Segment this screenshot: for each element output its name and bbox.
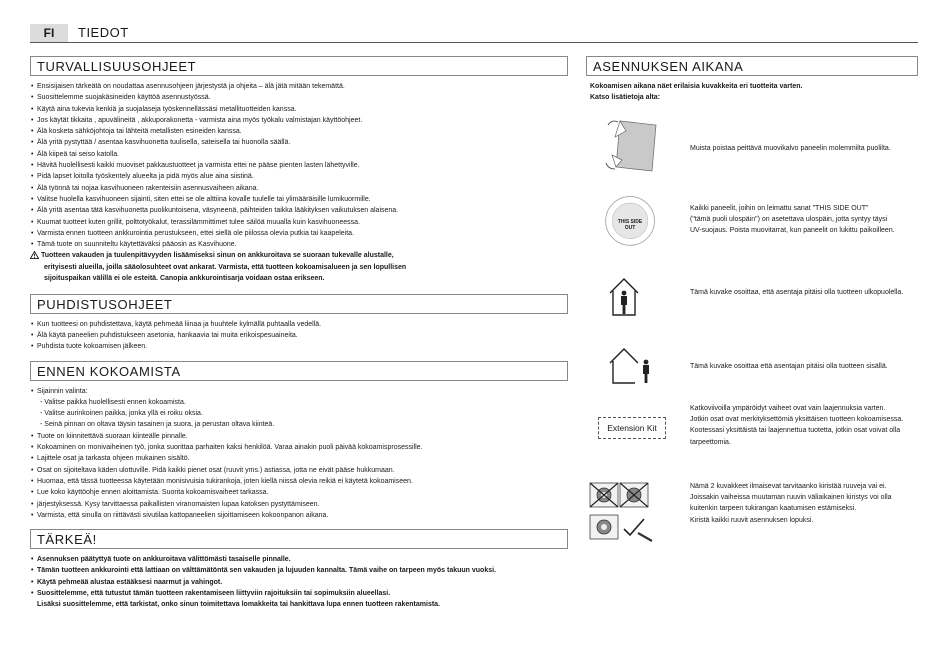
section-title: TURVALLISUUSOHJEET xyxy=(30,56,568,76)
list-item: • Kuumat tuotteet kuten grillit, polttotyökalut, terassilämmittimet tulee säilöä muualla kuin kasvihuoneessa. xyxy=(30,217,568,228)
badge-text: OUT xyxy=(624,225,636,231)
important-section xyxy=(30,529,568,610)
page-header xyxy=(30,24,918,43)
list-item: • Tämä tuote on suunniteltu käytettäväksi pääosin as Kasvihuone. xyxy=(30,239,568,250)
list-item: • Kun tuotteesi on puhdistettava, käytä pehmeää liinaa ja huuhtele kylmällä puhtaalla vedellä. xyxy=(30,319,568,330)
list-item: • järjestyksessä. Kysy tarvittaessa paikallisten viranomaisten lupaa katoksen pystyttämiseen. xyxy=(30,499,568,510)
warning-line: sijoituspaikan välillä ei ole esteitä. Canopia ankkurointisarja voidaan ostaa erikseen. xyxy=(44,275,325,283)
right-column xyxy=(586,56,918,583)
list-item: • Älä kiipeä tai seiso katolla. xyxy=(30,149,568,160)
language-code: FI xyxy=(30,24,68,42)
list-item: • Varmista, että sinulla on riittävästi sivutilaa kattopaneelien sijoittamiseen kokoonpanon aikana. xyxy=(30,510,568,521)
legend-row xyxy=(586,115,918,179)
list-item: • Suosittelemme suojakäsineiden käyttöä asennustyössä. xyxy=(30,92,568,103)
legend-text: Tämä kuvake osoittaa että asentajan pitäisi olla tuotteen sisällä. xyxy=(690,363,888,370)
section-title: PUHDISTUSOHJEET xyxy=(30,294,568,314)
legend-text: UV-suojaus. Poista muovitarrat, kun paneelit on lukittu paikoilleen. xyxy=(690,227,895,235)
icon-legend xyxy=(586,103,918,583)
left-column xyxy=(30,56,568,616)
list-item: • Tämän tuotteen ankkurointi että lattiaan on välttämätöntä sen vakauden ja lujuuden kannalta. Tämä vaihe on tarpeen myös takuun vuoksi. xyxy=(30,565,568,576)
cleaning-section xyxy=(30,294,568,353)
list-item: • Puhdista tuote kokoamisen jälkeen. xyxy=(30,341,568,352)
list-item: • Jos käytät tikkaita , apuvälineitä , akkuporakonetta - varmista aina myös työkalu valmistajan käyttöohjeet. xyxy=(30,115,568,126)
safety-section xyxy=(30,56,568,285)
list-item: • Älä yritä pystyttää / asentaa kasvihuonetta tuulisella, sateisella tai huonolla säällä. xyxy=(30,137,568,148)
legend-row xyxy=(586,403,918,467)
badge-text: THIS SIDE xyxy=(617,219,643,225)
legend-text: tarpeettomia. xyxy=(690,438,731,446)
legend-text: Nämä 2 kuvakkeet ilmaisevat tarvitaanko kiristää ruuveja vai ei. xyxy=(690,483,887,490)
during-intro xyxy=(590,81,918,103)
list-item: • Valitse huolella kasvihuoneen sijainti, siten ettei se ole alttiina kovalle tuulelle tai ylimääräisille lumikuormille. xyxy=(30,194,568,205)
screw-tighten-icon xyxy=(586,479,676,575)
before-list xyxy=(30,386,568,522)
list-item: • Suosittelemme, että tutustut tämän tuotteen rakentamiseen liittyviin rajoituksiin tai sopimuksiin alueellasi. xyxy=(30,588,568,599)
list-item: • Ensisijaisen tärkeätä on noudattaa asennusohjeen järjestystä ja ohjeita – älä jätä mitään tekemättä. xyxy=(30,81,568,92)
list-item: • Asennuksen päätyttyä tuote on ankkuroitava välittömästi tasaiselle pinnalle. xyxy=(30,554,568,565)
list-item: • Käytä aina tukevia kenkiä ja suojalaseja työskennellässäsi metallituotteiden kanssa. xyxy=(30,104,568,115)
warning-line: erityisesti alueilla, joilla sääolosuhteet ovat ankarat. Varmista, että tuotteen kokoamisalueen ja sen lopullisen xyxy=(44,263,407,271)
list-item: • Tuote on kiinnitettävä suoraan kiinteälle pinnalle. xyxy=(30,431,568,442)
legend-text: Kootessasi yksittäistä tai laajennettua tuotetta, jotkin osat voivat olla xyxy=(690,427,901,435)
this-side-out-badge xyxy=(610,219,650,231)
legend-row xyxy=(586,265,918,325)
legend-text: Joissakin vaiheissa muutaman ruuvin väliaikainen kiristys voi olla xyxy=(690,494,892,502)
legend-text: ("tämä puoli ulospäin") on asetettava ulospäin, jotta syntyy täysi xyxy=(690,216,888,224)
legend-text: Tämä kuvake osoittaa, että asentaja pitäisi olla tuotteen ulkopuolella. xyxy=(690,289,904,296)
legend-row xyxy=(586,189,918,257)
legend-text: Kiristä kaikki ruuvit asennuksen lopuksi. xyxy=(690,516,814,524)
list-item: • Varmista ennen tuotteen ankkurointia perustukseen, ettei siellä ole piilossa olevia putkia tai kaapeleita. xyxy=(30,228,568,239)
page-title: TIEDOT xyxy=(78,25,129,40)
list-item: • Älä työnnä tai nojaa kasvihuoneen rakenteisiin asennusvaiheen aikana. xyxy=(30,183,568,194)
extension-kit-icon: Extension Kit xyxy=(598,417,666,439)
important-last-line: Lisäksi suosittelemme, että tarkistat, onko sinun toimitettava lomakkeita tai hankittava lupa ennen tuotteen rakentamista. xyxy=(37,600,441,608)
list-item: • Älä kosketa sähköjohtoja tai lähteitä metallisten esineiden kanssa. xyxy=(30,126,568,137)
legend-text: Katkoviivoilla ympäröidyt vaiheet ovat vain laajennuksia varten. xyxy=(690,405,886,412)
outdoor-install-icon xyxy=(586,265,676,325)
sub-item: - Valitse aurinkoinen paikka, jonka yllä ei roiku oksia. xyxy=(40,410,203,418)
list-item: • Sijainnin valinta: xyxy=(30,386,568,397)
cleaning-list xyxy=(30,319,568,353)
legend-row xyxy=(586,479,918,579)
list-item: • Käytä pehmeää alustaa estääksesi naarmut ja vahingot. xyxy=(30,577,568,588)
important-list xyxy=(30,554,568,599)
warning-note xyxy=(30,250,568,284)
section-title: TÄRKEÄ! xyxy=(30,529,568,549)
legend-row xyxy=(586,331,918,393)
section-title: ASENNUKSEN AIKANA xyxy=(586,56,918,76)
list-item: • Huomaa, että tässä tuotteessa käytetään monisivuisia tukirankoja, joten kiellä niissä olevia reikiä ei käytetä kokoamiseen. xyxy=(30,476,568,487)
section-title: ENNEN KOKOAMISTA xyxy=(30,361,568,381)
list-item: • Älä käytä paneelien puhdistukseen asetonia, hankaavia tai muita erikoispesuaineita. xyxy=(30,330,568,341)
legend-text: kuitenkin tarpeen tukirangan kaatumisen estämiseksi. xyxy=(690,505,857,513)
list-item: • Hävitä huolellisesti kaikki muoviset pakkaustuotteet ja varmista ettei ne pääse pienten lasten lähettyville. xyxy=(30,160,568,171)
list-item: • Älä yritä asentaa tätä kasvihuonetta puolikuntoisena, väsyneenä, päihteiden taikka lääkityksen vaikutuksen alaisena. xyxy=(30,205,568,216)
list-item: • Osat on sijoiteltava käden ulottuville. Pidä kaikki pienet osat (ruuvit yms.) astiassa, jotta ne eivät pääse hukkumaan. xyxy=(30,465,568,476)
intro-line: Katso lisätietoja alta: xyxy=(590,94,661,101)
peel-film-icon xyxy=(586,115,676,175)
legend-text: Muista poistaa peittävä muovikalvo paneelin molemmilta puolilta. xyxy=(690,145,891,152)
intro-line: Kokoamisen aikana näet erilaisia kuvakkeita eri tuotteita varten. xyxy=(590,83,803,90)
indoor-install-icon xyxy=(586,331,676,391)
list-item: • Pidä lapset loitolla työskentely alueelta ja pidä myös alue aina siistinä. xyxy=(30,171,568,182)
safety-list xyxy=(30,81,568,250)
list-item: • Lajittele osat ja tarkasta ohjeen mukainen sisältö. xyxy=(30,453,568,464)
before-assembly-section xyxy=(30,361,568,522)
warning-line: Tuotteen vakauden ja tuulenpitävyyden lisäämiseksi sinun on ankkuroitava se suoraan tukevalle alustalle, xyxy=(41,252,394,260)
sub-item: - Valitse paikka huolellisesti ennen kokoamista. xyxy=(40,398,186,406)
legend-text: Jotkin osat ovat merkityksettömiä yksittäisen tuotteen kokoamisessa. xyxy=(690,416,904,424)
list-item: • Lue koko käyttöohje ennen aloittamista. Suorita kokoamisvaiheet tarkassa. xyxy=(30,487,568,498)
list-item: • Kokoaminen on monivaiheinen työ, jonka suorittaa parhaiten kaksi henkilöä. Varaa ainakin puoli päivää kokoamisprosessille. xyxy=(30,442,568,453)
sub-item: - Seinä pinnan on oltava täysin tasainen ja suora, ja perustan oltava kiinteä. xyxy=(40,421,275,429)
legend-text: Kaikki paneelit, joihin on leimattu sanat "THIS SIDE OUT" xyxy=(690,205,869,212)
warning-icon xyxy=(30,251,39,259)
